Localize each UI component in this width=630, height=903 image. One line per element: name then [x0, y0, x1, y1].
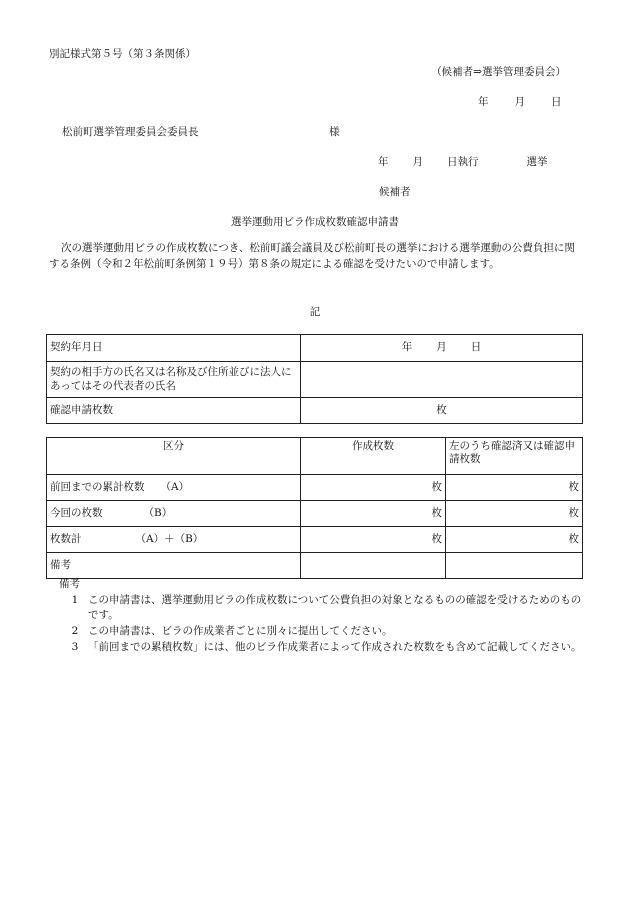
table-row-remarks	[47, 553, 583, 579]
note-item	[56, 593, 586, 623]
count-table	[46, 437, 583, 579]
notes-title: 備考	[59, 578, 80, 590]
ki-heading: 記	[309, 306, 321, 318]
header-made-count: 作成枚数	[301, 438, 446, 475]
row-tag: （A）	[160, 480, 190, 493]
note-text: この申請書は、ビラの作成業者ごとに別々に提出してください。	[88, 625, 393, 638]
row-label-text: 枚数計	[50, 532, 82, 545]
remarks-made-field[interactable]	[301, 553, 446, 579]
made-count-field[interactable]: 枚	[301, 475, 446, 501]
contract-date-label: 契約年月日	[47, 335, 301, 362]
note-number: 3	[71, 641, 79, 654]
row-tag: （B）	[143, 506, 173, 519]
row-label-text: 今回の枚数	[50, 506, 103, 519]
application-date	[478, 96, 562, 109]
date-day-label: 日	[551, 96, 562, 108]
date-month-label: 月	[514, 96, 525, 108]
row-label	[47, 501, 301, 527]
note-number: 1	[71, 594, 79, 607]
election-day-label: 日執行	[447, 156, 479, 168]
submission-route: （候補者⇒選挙管理委員会）	[431, 66, 566, 78]
requested-count-field[interactable]	[301, 398, 583, 424]
requested-count-unit: 枚	[436, 403, 447, 416]
made-count-field[interactable]: 枚	[301, 501, 446, 527]
addressee-name: 松前町選挙管理委員会委員長	[62, 126, 199, 138]
addressee-honorific: 様	[329, 126, 340, 138]
row-label-text: 前回までの累計枚数	[50, 480, 145, 493]
row-label	[47, 475, 301, 501]
made-count-field[interactable]: 枚	[301, 527, 446, 553]
confirmed-count-field[interactable]: 枚	[446, 475, 583, 501]
contract-party-label: 契約の相手方の氏名又は名称及び住所並びに法人にあってはその代表者の氏名	[47, 362, 301, 398]
note-text: 「前回までの累積枚数」には、他のビラ作成業者によって作成された枚数をも含めて記載してください。	[88, 641, 582, 654]
contract-year-label: 年	[401, 341, 413, 354]
date-year-label: 年	[478, 96, 489, 108]
confirmed-count-field[interactable]: 枚	[446, 527, 583, 553]
notes-section	[56, 578, 586, 656]
contract-day-label: 日	[470, 341, 482, 354]
header-category: 区分	[47, 438, 301, 475]
confirmed-count-field[interactable]: 枚	[446, 501, 583, 527]
document-title: 選挙運動用ビラ作成枚数確認申請書	[231, 216, 399, 228]
table-row	[47, 527, 583, 553]
note-item	[56, 624, 586, 639]
note-text: この申請書は、選挙運動用ビラの作成枚数について公費負担の対象となるものの確認を受けるためのものです。	[88, 594, 582, 622]
header-confirmed-count: 左のうち確認済又は確認申請枚数	[446, 438, 583, 475]
contract-date-field[interactable]	[301, 335, 583, 362]
election-year-label: 年	[378, 156, 389, 168]
form-number: 別記様式第５号（第３条関係）	[49, 48, 196, 60]
remarks-label: 備考	[47, 553, 301, 579]
note-number: 2	[71, 625, 79, 638]
election-kind-label: 選挙	[526, 156, 548, 168]
election-date-line	[378, 156, 548, 169]
row-label	[47, 527, 301, 553]
note-item	[56, 640, 586, 655]
row-tag: （A）＋（B）	[135, 532, 204, 545]
election-month-label: 月	[412, 156, 423, 168]
candidate-label: 候補者	[379, 186, 411, 198]
contract-table	[46, 334, 583, 424]
requested-count-label: 確認申請枚数	[47, 398, 301, 424]
remarks-confirmed-field[interactable]	[446, 553, 583, 579]
table-row	[47, 475, 583, 501]
contract-party-field[interactable]	[301, 362, 583, 398]
contract-month-label: 月	[436, 341, 447, 354]
body-paragraph: 次の選挙運動用ビラの作成枚数につき、松前町議会議員及び松前町長の選挙における選挙運動の公費負担に関する条例（令和２年松前町条例第１９号）第８条の規定による確認を受けたいので申請します。	[49, 242, 575, 270]
table-row	[47, 501, 583, 527]
